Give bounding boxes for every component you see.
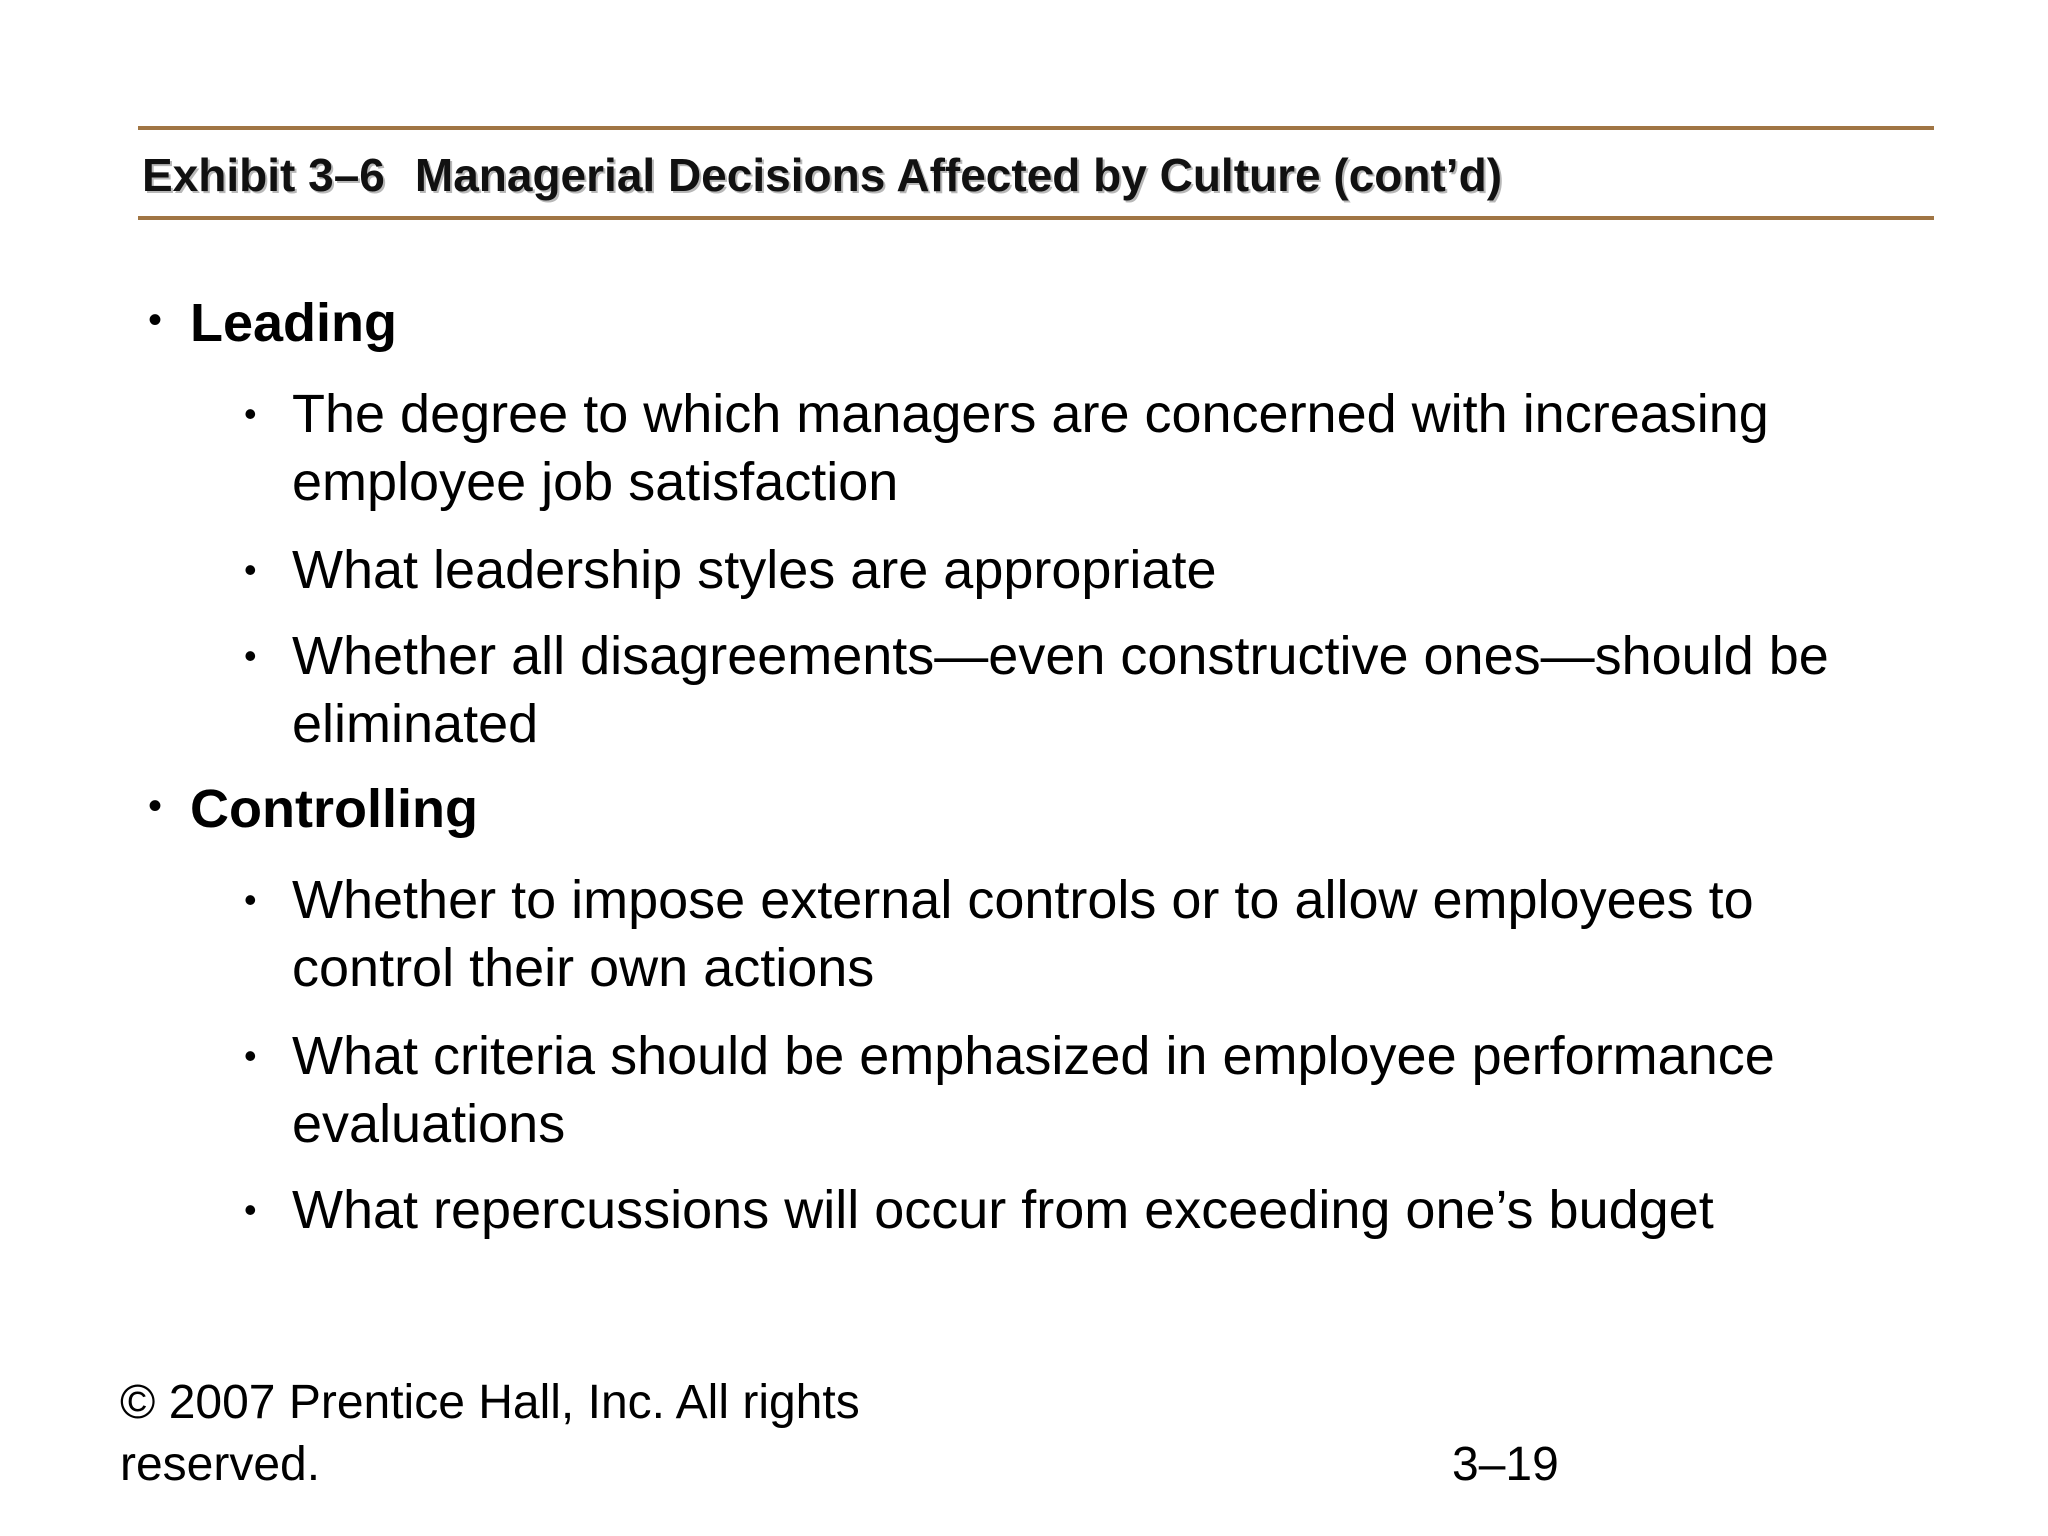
copyright-notice: © 2007 Prentice Hall, Inc. All rights reserved. <box>120 1376 860 1491</box>
list-item-text: What criteria should be emphasized in employee performance evaluations <box>292 1026 1775 1154</box>
list-item <box>244 866 1884 1002</box>
list-item <box>244 1022 1884 1158</box>
list-item-text: Whether all disagreements—even constructive ones—should be eliminated <box>292 626 1829 754</box>
bullet-icon: • <box>244 393 257 434</box>
bullet-icon: • <box>244 879 257 920</box>
section-heading-controlling <box>148 778 478 840</box>
bullet-icon: • <box>244 549 257 590</box>
list-item-text: The degree to which managers are concerned with increasing employee job satisfaction <box>292 384 1769 512</box>
list-item-text: What leadership styles are appropriate <box>292 540 1217 600</box>
exhibit-number: Exhibit 3–6 <box>142 149 385 201</box>
section-heading-text: Leading <box>190 293 398 353</box>
bullet-icon: • <box>244 1189 257 1230</box>
list-item <box>244 1176 1884 1244</box>
bullet-icon: • <box>244 635 257 676</box>
list-item <box>244 380 1884 516</box>
bullet-icon: • <box>148 784 163 828</box>
list-item <box>244 536 1884 604</box>
list-item <box>244 622 1884 758</box>
exhibit-title-text: Managerial Decisions Affected by Culture (cont’d) <box>414 149 1503 201</box>
list-item-text: Whether to impose external controls or to allow employees to control their own actions <box>292 870 1754 998</box>
section-heading-leading <box>148 292 397 354</box>
list-item-text: What repercussions will occur from exceeding one’s budget <box>292 1180 1714 1240</box>
bullet-icon: • <box>148 298 163 342</box>
page-number: 3–19 <box>1452 1438 1559 1491</box>
bullet-icon: • <box>244 1035 257 1076</box>
section-heading-text: Controlling <box>190 779 478 839</box>
